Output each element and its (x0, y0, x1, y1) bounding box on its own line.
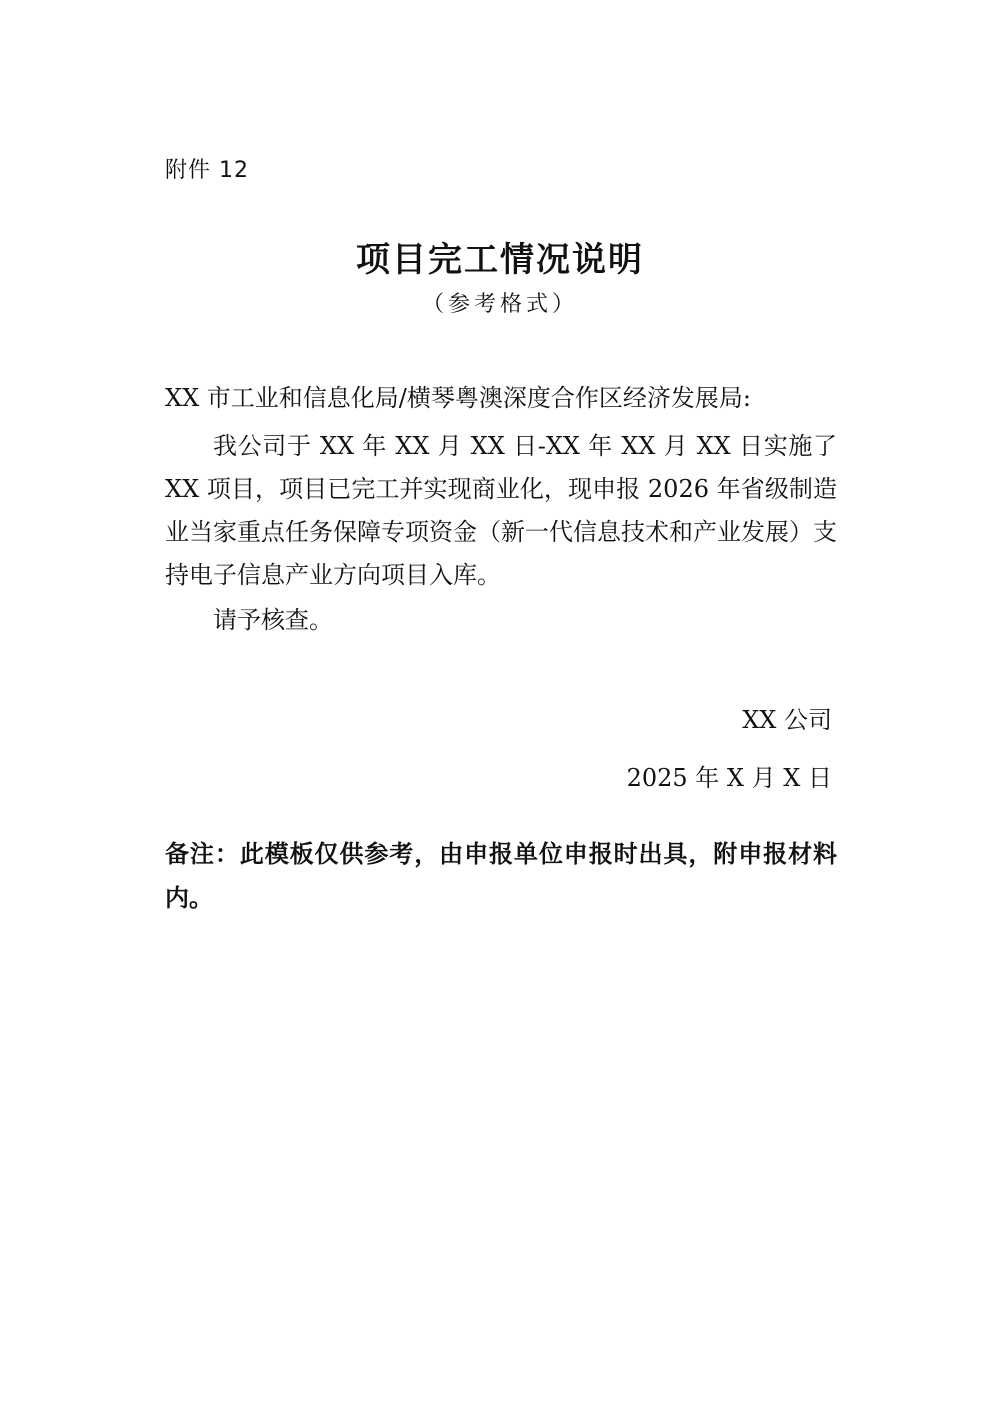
body-paragraph: 我公司于 XX 年 XX 月 XX 日-XX 年 XX 月 XX 日实施了 XX 项目，项目已完工并实现商业化，现申报 2026 年省级制造业当家重点任务保障专项资金（新一代信息技术和产业发展）支持电子信息产业方向项目入库。 (165, 432, 837, 589)
recipient-line: XX 市工业和信息化局/横琴粤澳深度合作区经济发展局: (165, 384, 751, 412)
signature-date: 2025 年 X 月 X 日 (626, 764, 832, 792)
attachment-label: 附件 12 (165, 158, 249, 183)
signature-block (627, 698, 832, 814)
request-text: 请予核查。 (213, 606, 333, 634)
body-text (165, 425, 837, 642)
document-subtitle: （参考格式） (421, 292, 578, 317)
company-name: XX 公司 (742, 706, 832, 734)
document-title: 项目完工情况说明 (356, 240, 644, 280)
note-text: 备注：此模板仅供参考，由申报单位申报时出具，附申报材料内。 (165, 839, 837, 912)
